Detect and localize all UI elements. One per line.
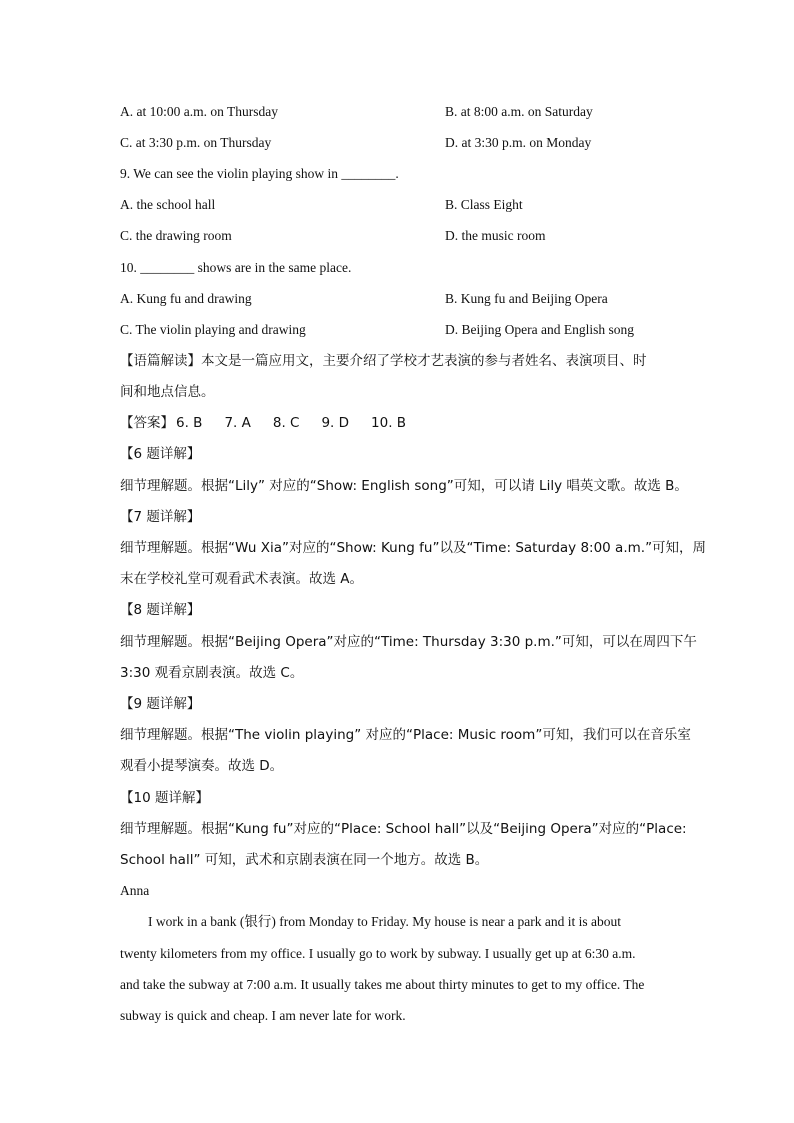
passage-analysis-line2: 间和地点信息。	[120, 384, 215, 400]
q9-stem: 9. We can see the violin playing show in ________.	[120, 166, 399, 181]
detail-10-heading: 【10 题详解】	[120, 790, 209, 806]
passage-analysis-line1: 【语篇解读】本文是一篇应用文，主要介绍了学校才艺表演的参与者姓名、表演项目、时	[120, 353, 647, 369]
answer-item: 8. C	[272, 415, 300, 431]
q9-option-c: C. the drawing room	[120, 228, 232, 243]
detail-8-text-line2: 3:30 观看京剧表演。故选 C。	[120, 665, 304, 681]
passage-line: subway is quick and cheap. I am never late for work.	[120, 1008, 406, 1023]
q8-option-c: C. at 3:30 p.m. on Thursday	[120, 135, 272, 150]
detail-8-heading: 【8 题详解】	[120, 602, 201, 618]
detail-6-text: 细节理解题。根据“Lily” 对应的“Show: English song”可知，可以请 Lily 唱英文歌。故选 B。	[120, 478, 688, 494]
detail-10-text-line2: School hall” 可知，武术和京剧表演在同一个地方。故选 B。	[120, 852, 489, 868]
q9-option-a: A. the school hall	[120, 197, 216, 212]
q10-option-c: C. The violin playing and drawing	[120, 322, 306, 337]
q8-option-a: A. at 10:00 a.m. on Thursday	[120, 104, 278, 119]
answer-item: 10. B	[371, 415, 407, 431]
answer-item: 6. B	[176, 415, 203, 431]
detail-6-heading: 【6 题详解】	[120, 446, 201, 462]
detail-7-text-line2: 末在学校礼堂可观看武术表演。故选 A。	[120, 571, 364, 587]
q9-option-d: D. the music room	[445, 228, 546, 243]
answer-label: 【答案】	[120, 415, 174, 431]
q9-option-b: B. Class Eight	[445, 197, 523, 212]
detail-9-text-line1: 细节理解题。根据“The violin playing” 对应的“Place: Music room”可知，我们可以在音乐室	[120, 727, 691, 743]
passage-line: twenty kilometers from my office. I usually go to work by subway. I usually get up at 6:30 a.m.	[120, 946, 636, 961]
passage-speaker-name: Anna	[120, 883, 150, 898]
q8-option-d: D. at 3:30 p.m. on Monday	[445, 135, 592, 150]
passage-line: and take the subway at 7:00 a.m. It usually takes me about thirty minutes to get to my office. The	[120, 977, 645, 992]
detail-9-heading: 【9 题详解】	[120, 696, 201, 712]
q10-option-a: A. Kung fu and drawing	[120, 291, 252, 306]
q10-option-b: B. Kung fu and Beijing Opera	[445, 291, 608, 306]
q10-option-d: D. Beijing Opera and English song	[445, 322, 634, 337]
q10-stem: 10. ________ shows are in the same place.	[120, 260, 352, 275]
answer-item: 7. A	[224, 415, 251, 431]
answer-item: 9. D	[321, 415, 350, 431]
detail-7-heading: 【7 题详解】	[120, 509, 201, 525]
answer-key	[120, 413, 428, 433]
detail-10-text-line1: 细节理解题。根据“Kung fu”对应的“Place: School hall”以及“Beijing Opera”对应的“Place:	[120, 821, 687, 837]
detail-8-text-line1: 细节理解题。根据“Beijing Opera”对应的“Time: Thursday 3:30 p.m.”可知，可以在周四下午	[120, 634, 697, 650]
q8-option-b: B. at 8:00 a.m. on Saturday	[445, 104, 593, 119]
detail-9-text-line2: 观看小提琴演奏。故选 D。	[120, 758, 284, 774]
detail-7-text-line1: 细节理解题。根据“Wu Xia”对应的“Show: Kung fu”以及“Time: Saturday 8:00 a.m.”可知，周	[120, 540, 707, 556]
passage-line: I work in a bank (银行) from Monday to Friday. My house is near a park and it is about	[148, 914, 622, 929]
